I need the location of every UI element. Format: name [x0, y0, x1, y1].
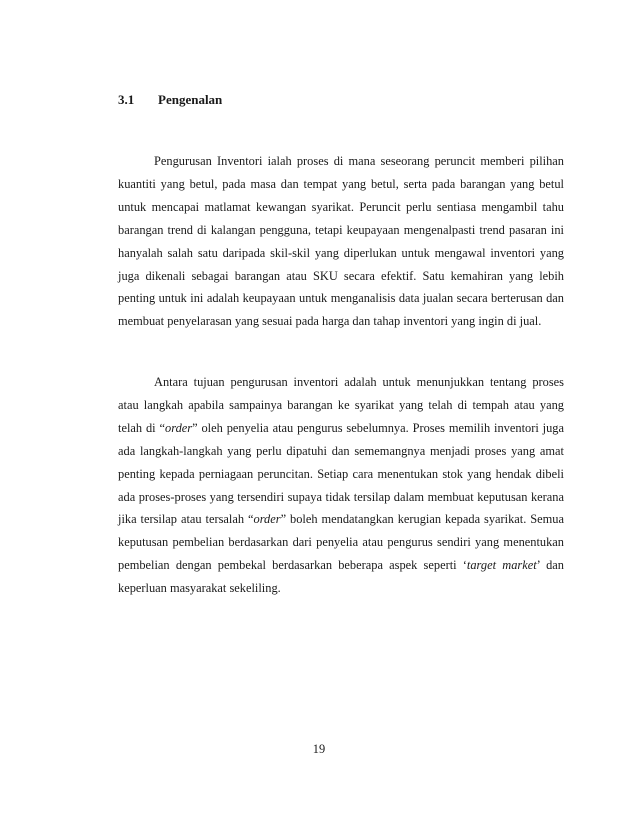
section-heading — [118, 92, 222, 108]
paragraph-text: ’ dan keperluan masyarakat sekeliling. — [118, 558, 564, 596]
italic-term: target market — [466, 558, 537, 573]
paragraph-1 — [118, 150, 564, 333]
page-number: 19 — [312, 742, 326, 756]
paragraph-text: ” oleh penyelia atau pengurus sebelumnya. Proses memilih inventori juga ada langkah-langkah yang perlu dipatuhi dan sememangnya menjadi proses yang amat penting kepada perniagaan peruncitan. Setiap cara menentukan stok yang hendak dibeli ada proses-proses yang tersendiri supaya tidak tersilap dalam membuat keputusan kerana jika tersilap atau tersalah “ — [118, 420, 564, 527]
paragraph-text: Antara tujuan pengurusan inventori adalah untuk menunjukkan tentang proses atau langkah apabila sampainya barangan ke syarikat yang telah di tempah atau yang telah di “ — [118, 375, 564, 435]
italic-term: order — [253, 512, 281, 527]
paragraph-text: ” boleh mendatangkan kerugian kepada syarikat. Semua keputusan pembelian berdasarkan dari penyelia atau pengurus sendiri yang menentukan pembelian dengan pembekal berdasarkan beberapa aspek seperti ‘ — [118, 512, 565, 573]
italic-term: order — [165, 420, 193, 435]
paragraph-2 — [118, 371, 564, 600]
section-title: Pengenalan — [158, 92, 223, 107]
paragraph-text: Pengurusan Inventori ialah proses di mana seseorang peruncit memberi pilihan kuantiti yang betul, pada masa dan tempat yang betul, serta pada barangan yang betul untuk mencapai matlamat kewangan syarikat. Peruncit perlu sentiasa mengambil tahu barangan trend di kalangan pengguna, tetapi keupayaan mengenalpasti trend pasaran ini hanyalah salah satu daripada skil-skil yang diperlukan untuk mengawal inventori yang juga dikenali sebagai barangan atau SKU secara efektif. Satu kemahiran yang lebih penting untuk ini adalah keupayaan untuk menganalisis data jualan secara berterusan dan membuat penyelarasan yang sesuai pada harga dan tahap inventori yang ingin di jual. — [118, 154, 564, 329]
section-number: 3.1 — [118, 92, 135, 107]
